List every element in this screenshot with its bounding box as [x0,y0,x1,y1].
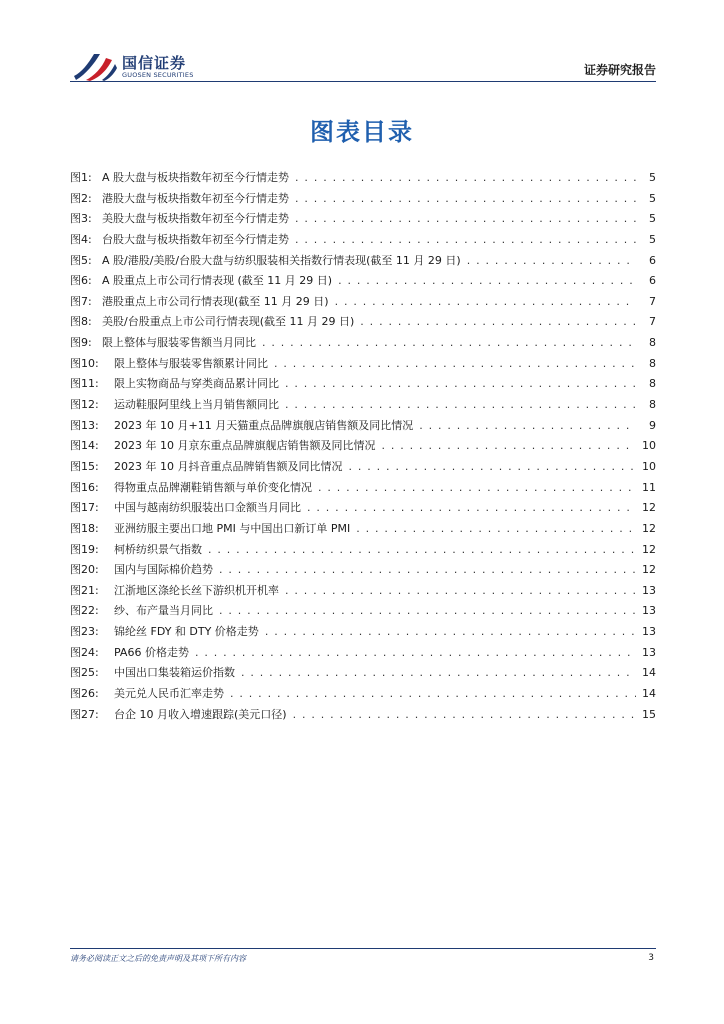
toc-entry[interactable] [70,581,656,602]
toc-entry-figure-number: 图24: [70,645,99,659]
toc-entry[interactable] [70,498,656,519]
toc-entry[interactable] [70,333,656,354]
toc-entry-title: 2023 年 10 月京东重点品牌旗舰店销售额及同比情况 [114,439,376,453]
toc-entry-page: 15 [642,707,656,721]
toc-entry[interactable] [70,643,656,664]
toc-entry-figure-number: 图27: [70,707,99,721]
toc-dot-leader [241,663,636,684]
toc-entry-title: 得物重点品牌潮鞋销售额与单价变化情况 [114,480,312,494]
page-number: 3 [648,953,654,963]
toc-entry-figure-number: 图7: [70,294,92,308]
toc-entry-figure-number: 图26: [70,687,99,701]
toc-entry-figure-number: 图22: [70,604,99,618]
toc-entry-title: A 股大盘与板块指数年初至今行情走势 [102,171,290,184]
toc-dot-leader [360,312,636,333]
toc-entry-title: 港股重点上市公司行情表现(截至 11 月 29 日) [102,294,329,308]
toc-entry[interactable] [70,601,656,622]
toc-dot-leader [467,251,636,272]
toc-entry-title: 限上整体与服装零售额累计同比 [114,356,268,370]
toc-entry[interactable] [70,168,656,189]
toc-entry-figure-number: 图20: [70,563,99,577]
toc-entry[interactable] [70,684,656,705]
toc-entry-page: 8 [649,336,656,350]
toc-entry-page: 10 [642,439,656,453]
toc-entry-page: 14 [642,687,656,701]
toc-entry[interactable] [70,560,656,581]
toc-entry-figure-number: 图5: [70,253,92,267]
toc-entry[interactable] [70,189,656,210]
toc-dot-leader [348,457,636,478]
toc-entry-figure-number: 图11: [70,377,99,391]
toc-entry-title: 纱、布产量当月同比 [114,604,213,618]
toc-entry[interactable] [70,292,656,313]
toc-dot-leader [274,354,636,375]
toc-entry[interactable] [70,705,656,726]
toc-entry-title: 柯桥纺织景气指数 [114,542,202,556]
toc-entry[interactable] [70,230,656,251]
toc-entry-title: 港股大盘与板块指数年初至今行情走势 [102,191,289,205]
toc-entry-title: PA66 价格走势 [114,645,189,659]
footer-disclaimer: 请务必阅读正文之后的免责声明及其项下所有内容 [70,954,246,963]
toc-dot-leader [195,643,636,664]
toc-dot-leader [335,292,636,313]
toc-entry-figure-number: 图17: [70,501,99,515]
toc-entry-page: 8 [649,356,656,370]
toc-entry-title: 运动鞋服阿里线上当月销售额同比 [114,398,279,412]
toc-entry-figure-number: 图19: [70,542,99,556]
toc-entry-figure-number: 图4: [70,232,92,246]
toc-dot-leader [285,374,636,395]
toc-dot-leader [285,395,636,416]
guosen-logo-mark [72,50,118,82]
toc-entry-page: 12 [642,521,656,535]
footer-divider [70,948,656,949]
toc-entry-page: 13 [642,645,656,659]
toc-entry-figure-number: 图3: [70,212,92,226]
toc-entry-page: 11 [642,480,656,494]
toc-entry-title: 限上实物商品与穿类商品累计同比 [114,377,279,391]
toc-entry-figure-number: 图16: [70,480,99,494]
toc-entry-page: 10 [642,459,656,473]
toc-entry[interactable] [70,354,656,375]
toc-entry-title: 美股大盘与板块指数年初至今行情走势 [102,212,289,226]
toc-entry-page: 5 [649,212,656,226]
toc-dot-leader [285,581,636,602]
toc-entry-page: 6 [649,253,656,267]
toc-entry-title: 2023 年 10 月抖音重点品牌销售额及同比情况 [114,459,343,473]
toc-entry-page: 8 [649,377,656,391]
toc-entry[interactable] [70,519,656,540]
toc-entry-title: 台股大盘与板块指数年初至今行情走势 [102,232,289,246]
toc-entry-page: 5 [649,191,656,205]
toc-dot-leader [419,416,636,437]
toc-entry-page: 6 [649,274,656,288]
toc-dot-leader [295,209,636,230]
toc-entry-page: 7 [649,315,656,329]
toc-entry[interactable] [70,251,656,272]
toc-dot-leader [230,684,636,705]
toc-entry-page: 9 [649,418,656,432]
toc-entry-page: 14 [642,666,656,680]
toc-dot-leader [295,189,636,210]
toc-entry-figure-number: 图2: [70,191,92,205]
toc-entry-figure-number: 图23: [70,625,99,639]
toc-entry-figure-number: 图8: [70,315,92,329]
toc-entry-page: 5 [649,232,656,246]
toc-dot-leader [208,540,636,561]
toc-entry-title: 美元兑人民币汇率走势 [114,687,224,701]
toc-dot-leader [318,478,636,499]
toc-entry-page: 5 [649,171,656,184]
guosen-logo [72,50,232,84]
toc-list [70,168,656,725]
toc-entry-page: 12 [642,563,656,577]
toc-entry[interactable] [70,436,656,457]
header-divider [70,81,656,82]
toc-entry-page: 13 [642,604,656,618]
toc-title: 图表目录 [310,118,414,146]
toc-entry[interactable] [70,540,656,561]
toc-dot-leader [265,622,636,643]
toc-entry[interactable] [70,271,656,292]
toc-entry-title: 限上整体与服装零售额当月同比 [102,336,256,350]
toc-entry-title: A 股/港股/美股/台股大盘与纺织服装相关指数行情表现(截至 11 月 29 日) [102,253,461,267]
brand-name-cn: 国信证券 [122,54,187,72]
toc-entry-figure-number: 图6: [70,274,92,288]
toc-entry[interactable] [70,395,656,416]
toc-entry[interactable] [70,416,656,437]
toc-entry-figure-number: 图14: [70,439,99,453]
toc-dot-leader [307,498,636,519]
toc-entry[interactable] [70,209,656,230]
toc-entry-figure-number: 图18: [70,521,99,535]
toc-entry-page: 13 [642,583,656,597]
toc-entry-figure-number: 图15: [70,459,99,473]
document-type-label: 证券研究报告 [583,63,656,77]
toc-entry-figure-number: 图1: [70,171,92,184]
toc-dot-leader [356,519,636,540]
toc-entry-figure-number: 图21: [70,583,99,597]
toc-dot-leader [219,560,636,581]
toc-entry-figure-number: 图13: [70,418,99,432]
toc-entry-title: 中国出口集装箱运价指数 [114,666,235,680]
toc-entry-page: 8 [649,398,656,412]
toc-entry[interactable] [70,663,656,684]
brand-name-en: GUOSEN SECURITIES [122,71,194,79]
toc-entry-figure-number: 图10: [70,356,99,370]
toc-entry-title: A 股重点上市公司行情表现 (截至 11 月 29 日) [102,274,333,288]
toc-dot-leader [381,436,636,457]
page-header [0,0,724,90]
toc-dot-leader [262,333,636,354]
toc-dot-leader [295,230,636,251]
toc-dot-leader [293,705,636,726]
toc-entry[interactable] [70,457,656,478]
toc-dot-leader [219,601,636,622]
toc-entry-title: 2023 年 10 月+11 月天猫重点品牌旗舰店销售额及同比情况 [114,418,414,432]
toc-entry-page: 13 [642,625,656,639]
toc-entry-title: 台企 10 月收入增速跟踪(美元口径) [114,707,287,721]
toc-dot-leader [295,168,636,189]
toc-entry-title: 中国与越南纺织服装出口金额当月同比 [114,501,301,515]
toc-entry-figure-number: 图9: [70,336,92,350]
toc-entry[interactable] [70,374,656,395]
toc-entry[interactable] [70,478,656,499]
toc-dot-leader [338,271,636,292]
toc-entry-figure-number: 图12: [70,398,99,412]
toc-entry-page: 12 [642,501,656,515]
toc-entry-title: 锦纶丝 FDY 和 DTY 价格走势 [114,625,259,639]
toc-entry-figure-number: 图25: [70,666,99,680]
toc-entry-title: 亚洲纺服主要出口地 PMI 与中国出口新订单 PMI [114,521,351,535]
toc-entry[interactable] [70,622,656,643]
toc-entry-page: 7 [649,294,656,308]
toc-entry-title: 国内与国际棉价趋势 [114,563,213,577]
toc-entry-title: 江浙地区涤纶长丝下游织机开机率 [114,583,279,597]
toc-entry-page: 12 [642,542,656,556]
toc-entry-title: 美股/台股重点上市公司行情表现(截至 11 月 29 日) [102,315,355,329]
toc-entry[interactable] [70,312,656,333]
